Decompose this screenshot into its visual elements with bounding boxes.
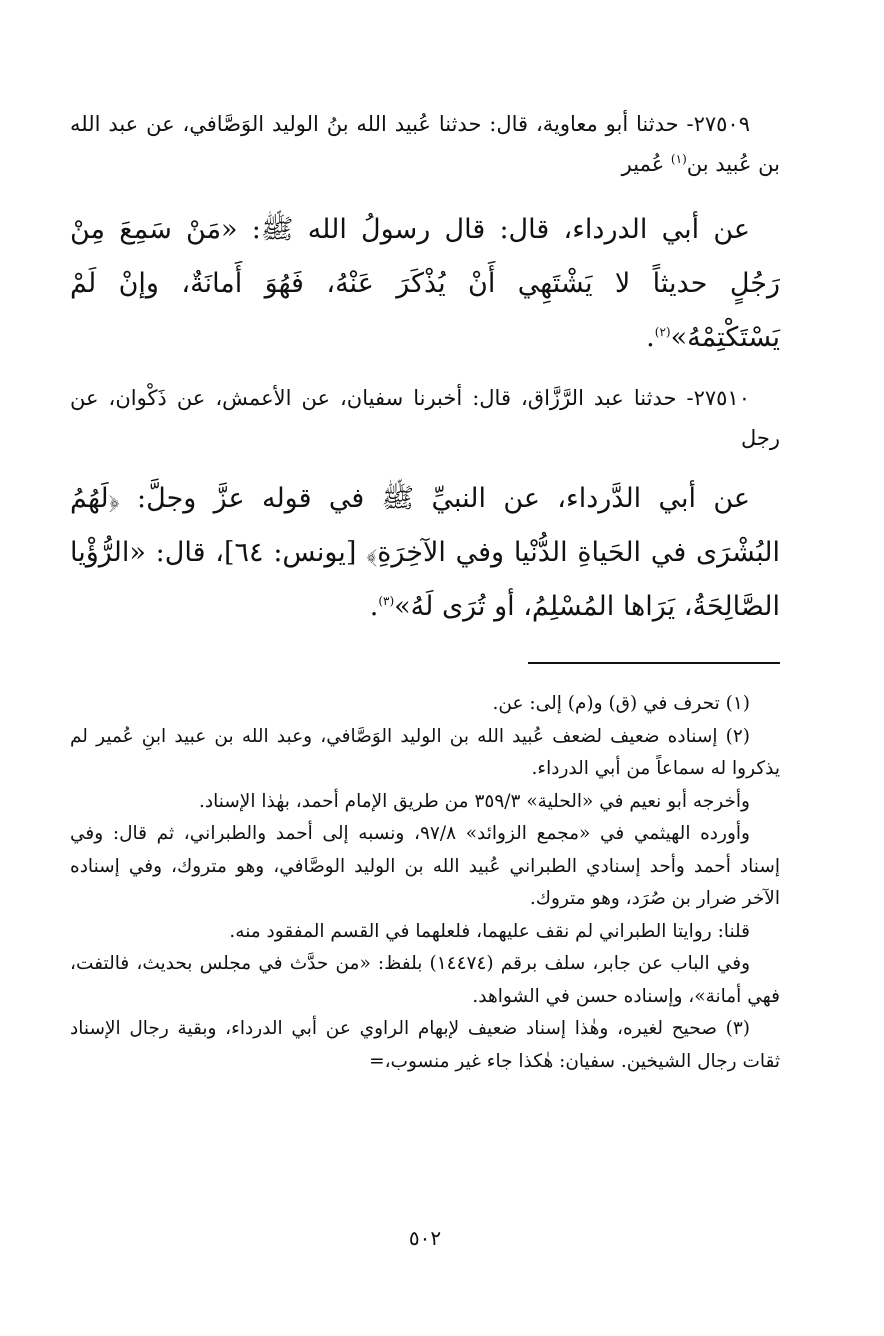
hadith-27510-isnad xyxy=(70,378,780,458)
hadith-27510-matn xyxy=(70,472,780,634)
isnad-text-end: عُمير xyxy=(621,152,671,176)
footnote-separator xyxy=(528,662,780,664)
footnote-ref-1: (١) xyxy=(670,152,687,166)
footnote: (١) تحرف في (ق) و(م) إلى: عن. xyxy=(492,693,750,714)
footnote: وأورده الهيثمي في «مجمع الزوائد» ٩٧/٨، ونسبه إلى أحمد والطبراني، ثم قال: وفي إسناد أحمد وأحد إسنادي الطبراني عُبيد الله بن الوليد الوصَّافي، وهو متروك، وفي إسناده الآخر ضرار بن صُرَد، وهو متروك. xyxy=(70,823,780,909)
matn-text: عن أبي الدرداء، قال: قال رسولُ الله ﷺ: «مَنْ سَمِعَ مِنْ رَجُلٍ حديثاً لا يَشْتَهِي أَنْ يُذْكَرَ عَنْهُ، فَهُوَ أَمانَةٌ، وإنْ لَمْ يَسْتَكْتِمْهُ» xyxy=(70,214,780,353)
footnote: قلنا: روايتا الطبراني لم نقف عليهما، فلعلهما في القسم المفقود منه. xyxy=(229,920,750,942)
isnad-text: ٢٧٥١٠- حدثنا عبد الرَّزَّاق، قال: أخبرنا سفيان، عن الأعمش، عن ذَكْوان، عن رجل xyxy=(70,386,780,450)
hadith-27509-isnad xyxy=(70,104,780,184)
footnote-ref-3: (٣) xyxy=(378,594,395,608)
footnote: وأخرجه أبو نعيم في «الحلية» ٣٥٩/٣ من طريق الإمام أحمد، بهٰذا الإسناد. xyxy=(198,790,750,812)
footnote: (٣) صحيح لغيره، وهٰذا إسناد ضعيف لإبهام الراوي عن أبي الدرداء، وبقية رجال الإسناد ثقات رجال الشيخين. سفيان: هٰكذا جاء غير منسوب،= xyxy=(70,1018,780,1072)
isnad-text: ٢٧٥٠٩- حدثنا أبو معاوية، قال: حدثنا عُبيد الله بنُ الوليد الوَصَّافي، عن عبد الله بن عُبيد بن xyxy=(70,112,780,176)
footnote-ref-2: (٢) xyxy=(654,325,671,339)
footnote: (٢) إسناده ضعيف لضعف عُبيد الله بن الوليد الوَصَّافي، وعبد الله بن عبيد ابنِ عُمير لم يذكروا له سماعاً من أبي الدرداء. xyxy=(70,725,780,779)
matn-end-period: . xyxy=(369,591,379,622)
matn-end-period: . xyxy=(646,322,655,353)
hadith-27509-matn xyxy=(70,203,780,365)
footnote: وفي الباب عن جابر، سلف برقم (١٤٤٧٤) بلفظ: «من حدَّث في مجلس بحديث، فالتفت، فهي أمانة»، وإسناده حسن في الشواهد. xyxy=(70,953,780,1007)
matn-text: عن أبي الدَّرداء، عن النبيِّ ﷺ في قوله عزَّ وجلَّ: ﴿لَهُمُ البُشْرَى في الحَياةِ الدُّنْيا وفي الآخِرَةِ﴾ [يونس: ٦٤]، قال: «الرُّؤْيا الصَّالِحَةُ، يَرَاها المُسْلِمُ، أو تُرَى لَهُ» xyxy=(70,483,780,622)
page-number: ٥٠٢ xyxy=(408,1226,442,1250)
book-page xyxy=(70,0,780,1336)
footnotes xyxy=(70,688,780,1078)
